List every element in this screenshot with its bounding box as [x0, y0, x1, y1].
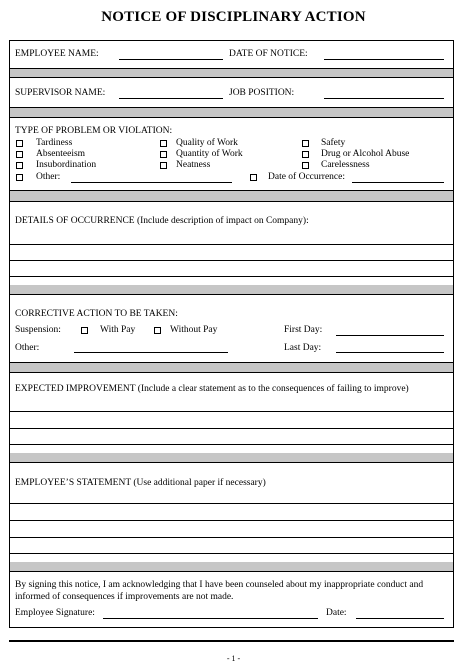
footer-rule: [9, 640, 454, 642]
date-of-occurrence-label: Date of Occurrence:: [268, 172, 346, 182]
statement-line[interactable]: [10, 537, 453, 538]
quality-of-work-checkbox[interactable]: [160, 140, 167, 147]
expected-improvement-heading: EXPECTED IMPROVEMENT (Include a clear statement as to the consequences of failing to improve): [15, 384, 409, 394]
last-day-label: Last Day:: [284, 343, 322, 353]
quantity-of-work-checkbox[interactable]: [160, 151, 167, 158]
safety-checkbox[interactable]: [302, 140, 309, 147]
with-pay-checkbox[interactable]: [81, 327, 88, 334]
supervisor-name-label: SUPERVISOR NAME:: [15, 88, 106, 98]
with-pay-label: With Pay: [100, 325, 136, 335]
section-separator: [10, 363, 453, 372]
tardiness-label: Tardiness: [36, 138, 73, 148]
date-of-notice-field[interactable]: [324, 59, 444, 60]
first-day-field[interactable]: [336, 335, 444, 336]
details-heading: DETAILS OF OCCURRENCE (Include description of impact on Company):: [15, 216, 309, 226]
divider: [10, 77, 453, 78]
statement-line[interactable]: [10, 553, 453, 554]
divider: [10, 201, 453, 202]
absenteeism-checkbox[interactable]: [16, 151, 23, 158]
details-line[interactable]: [10, 260, 453, 261]
first-day-label: First Day:: [284, 325, 323, 335]
signature-date-field[interactable]: [356, 618, 444, 619]
carelessness-label: Carelessness: [321, 160, 370, 170]
suspension-label: Suspension:: [15, 325, 61, 335]
quality-of-work-label: Quality of Work: [176, 138, 238, 148]
other-action-field[interactable]: [74, 352, 228, 353]
date-of-notice-label: DATE OF NOTICE:: [229, 49, 308, 59]
section-separator: [10, 453, 453, 462]
section-separator: [10, 191, 453, 201]
signature-date-label: Date:: [326, 608, 347, 618]
acknowledgment-text-line2: informed of consequences if improvements are not made.: [15, 592, 234, 602]
other-problem-checkbox[interactable]: [16, 174, 23, 181]
neatness-checkbox[interactable]: [160, 162, 167, 169]
quantity-of-work-label: Quantity of Work: [176, 149, 243, 159]
insubordination-label: Insubordination: [36, 160, 97, 170]
details-line[interactable]: [10, 276, 453, 277]
corrective-heading: CORRECTIVE ACTION TO BE TAKEN:: [15, 309, 178, 319]
divider: [10, 294, 453, 295]
employee-signature-field[interactable]: [103, 618, 318, 619]
statement-line[interactable]: [10, 520, 453, 521]
statement-line[interactable]: [10, 503, 453, 504]
date-of-occurrence-checkbox[interactable]: [250, 174, 257, 181]
page-title: NOTICE OF DISCIPLINARY ACTION: [101, 9, 366, 25]
improvement-line[interactable]: [10, 428, 453, 429]
supervisor-name-field[interactable]: [119, 98, 223, 99]
neatness-label: Neatness: [176, 160, 211, 170]
section-separator: [10, 69, 453, 77]
drug-alcohol-label: Drug or Alcohol Abuse: [321, 149, 410, 159]
insubordination-checkbox[interactable]: [16, 162, 23, 169]
drug-alcohol-checkbox[interactable]: [302, 151, 309, 158]
section-separator: [10, 108, 453, 117]
employee-name-label: EMPLOYEE NAME:: [15, 49, 99, 59]
date-of-occurrence-field[interactable]: [352, 182, 444, 183]
employee-statement-heading: EMPLOYEE’S STATEMENT (Use additional paper if necessary): [15, 478, 266, 488]
page-number: - 1 -: [226, 654, 241, 663]
divider: [10, 462, 453, 463]
employee-name-field[interactable]: [119, 59, 223, 60]
section-separator: [10, 562, 453, 571]
improvement-line[interactable]: [10, 444, 453, 445]
job-position-field[interactable]: [324, 98, 444, 99]
other-problem-field[interactable]: [71, 182, 232, 183]
employee-signature-label: Employee Signature:: [15, 608, 95, 618]
divider: [10, 372, 453, 373]
problem-heading: TYPE OF PROBLEM OR VIOLATION:: [15, 126, 173, 136]
divider: [10, 117, 453, 118]
acknowledgment-text-line1: By signing this notice, I am acknowledging that I have been counseled about my inappropriate conduct and: [15, 580, 424, 590]
tardiness-checkbox[interactable]: [16, 140, 23, 147]
other-problem-label: Other:: [36, 172, 61, 182]
job-position-label: JOB POSITION:: [229, 88, 295, 98]
last-day-field[interactable]: [336, 352, 444, 353]
without-pay-checkbox[interactable]: [154, 327, 161, 334]
other-action-label: Other:: [15, 343, 40, 353]
section-separator: [10, 285, 453, 294]
absenteeism-label: Absenteeism: [36, 149, 86, 159]
details-line[interactable]: [10, 244, 453, 245]
divider: [10, 571, 453, 572]
safety-label: Safety: [321, 138, 346, 148]
carelessness-checkbox[interactable]: [302, 162, 309, 169]
without-pay-label: Without Pay: [170, 325, 218, 335]
improvement-line[interactable]: [10, 411, 453, 412]
